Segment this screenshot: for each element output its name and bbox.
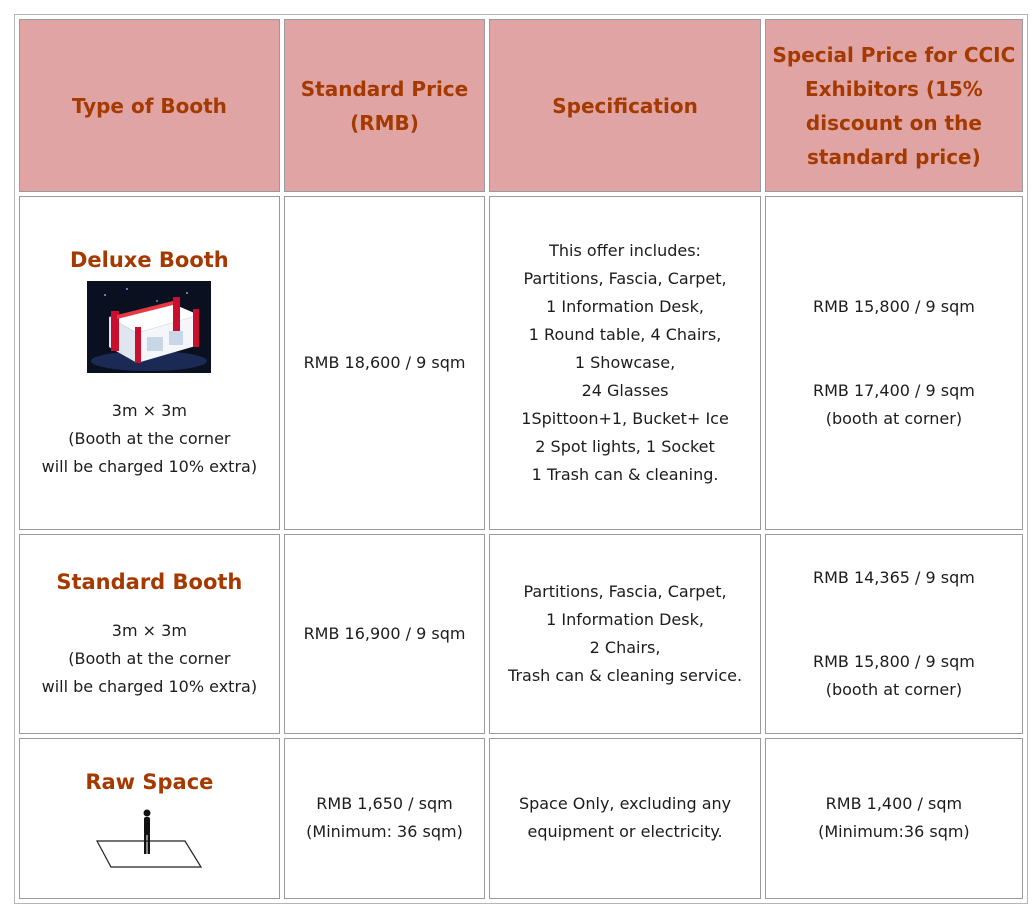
standard-booth-name: Standard Booth bbox=[56, 570, 243, 595]
standard-size: 3m × 3m bbox=[111, 621, 187, 641]
raw-space-person-icon bbox=[93, 807, 205, 869]
deluxe-standard-price: RMB 18,600 / 9 sqm bbox=[303, 353, 466, 373]
standard-spec-line: 2 Chairs, bbox=[589, 638, 661, 658]
raw-space-name: Raw Space bbox=[85, 770, 214, 795]
spacer bbox=[770, 321, 1018, 377]
deluxe-spec-line: 1 Trash can & cleaning. bbox=[531, 465, 719, 485]
deluxe-special-corner-price: RMB 17,400 / 9 sqm bbox=[812, 381, 975, 401]
raw-standard-price: RMB 1,650 / sqm bbox=[316, 794, 453, 814]
header-specification: Specification bbox=[489, 19, 761, 192]
deluxe-spec-line: 1 Showcase, bbox=[574, 353, 676, 373]
standard-special-corner-price: RMB 15,800 / 9 sqm bbox=[812, 652, 975, 672]
standard-corner-note-2: will be charged 10% extra) bbox=[41, 677, 258, 697]
table-row-deluxe bbox=[19, 196, 1023, 530]
price-table-container bbox=[14, 14, 1028, 904]
deluxe-standard-price-cell bbox=[284, 196, 486, 530]
standard-spec-cell bbox=[489, 534, 761, 733]
header-standard-price: Standard Price (RMB) bbox=[284, 19, 486, 192]
table-row-standard bbox=[19, 534, 1023, 733]
spacer bbox=[770, 592, 1018, 648]
deluxe-corner-note-2: will be charged 10% extra) bbox=[41, 457, 258, 477]
standard-special-price: RMB 14,365 / 9 sqm bbox=[812, 568, 975, 588]
raw-spec-cell bbox=[489, 738, 761, 899]
deluxe-type-cell bbox=[19, 196, 280, 530]
standard-type-cell bbox=[19, 534, 280, 733]
deluxe-spec-line: 1 Round table, 4 Chairs, bbox=[528, 325, 722, 345]
standard-spec-line: Trash can & cleaning service. bbox=[508, 666, 743, 686]
deluxe-booth-photo bbox=[87, 281, 211, 373]
deluxe-special-price: RMB 15,800 / 9 sqm bbox=[812, 297, 975, 317]
standard-special-price-cell bbox=[765, 534, 1023, 733]
deluxe-spec-line: 1Spittoon+1, Bucket+ Ice bbox=[521, 409, 729, 429]
raw-special-price: RMB 1,400 / sqm bbox=[825, 794, 963, 814]
table-row-raw-space bbox=[19, 738, 1023, 899]
deluxe-spec-line: 24 Glasses bbox=[581, 381, 669, 401]
raw-special-price-cell bbox=[765, 738, 1023, 899]
header-type-of-booth: Type of Booth bbox=[19, 19, 280, 192]
deluxe-booth-name: Deluxe Booth bbox=[69, 248, 229, 273]
booth-price-table bbox=[14, 14, 1028, 904]
spacer bbox=[24, 597, 275, 617]
deluxe-special-corner-note: (booth at corner) bbox=[825, 409, 963, 429]
deluxe-size: 3m × 3m bbox=[111, 401, 187, 421]
header-special-price: Special Price for CCIC Exhibitors (15% discount on the standard price) bbox=[765, 19, 1023, 192]
raw-standard-price-cell bbox=[284, 738, 486, 899]
deluxe-spec-line: Partitions, Fascia, Carpet, bbox=[523, 269, 727, 289]
deluxe-spec-line: 1 Information Desk, bbox=[546, 297, 704, 317]
deluxe-spec-line: 2 Spot lights, 1 Socket bbox=[535, 437, 715, 457]
deluxe-spec-line: This offer includes: bbox=[549, 241, 701, 261]
standard-special-corner-note: (booth at corner) bbox=[825, 680, 963, 700]
standard-spec-line: 1 Information Desk, bbox=[546, 610, 704, 630]
standard-spec-line: Partitions, Fascia, Carpet, bbox=[523, 582, 727, 602]
table-header-row bbox=[19, 19, 1023, 192]
deluxe-corner-note-1: (Booth at the corner bbox=[68, 429, 231, 449]
raw-spec-line: Space Only, excluding any bbox=[518, 794, 732, 814]
raw-special-minimum: (Minimum:36 sqm) bbox=[818, 822, 970, 842]
deluxe-special-price-cell bbox=[765, 196, 1023, 530]
raw-standard-minimum: (Minimum: 36 sqm) bbox=[306, 822, 463, 842]
raw-spec-line: equipment or electricity. bbox=[527, 822, 723, 842]
raw-type-cell bbox=[19, 738, 280, 899]
standard-standard-price: RMB 16,900 / 9 sqm bbox=[303, 624, 466, 644]
standard-corner-note-1: (Booth at the corner bbox=[68, 649, 231, 669]
deluxe-spec-cell bbox=[489, 196, 761, 530]
standard-standard-price-cell bbox=[284, 534, 486, 733]
